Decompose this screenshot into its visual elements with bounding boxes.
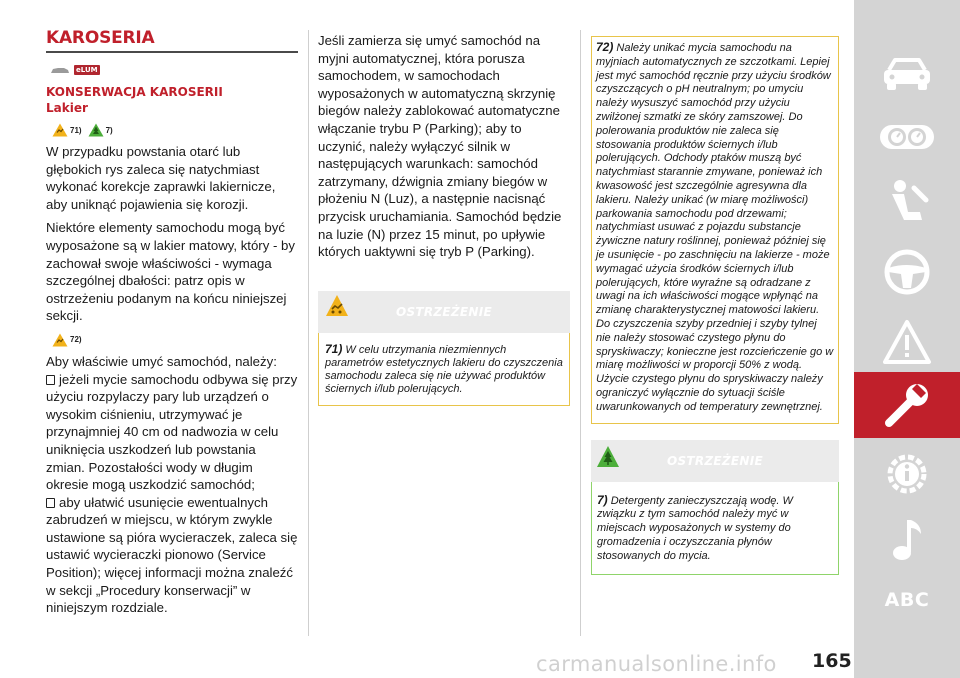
section-title: KAROSERIA (46, 28, 298, 53)
list-item (46, 494, 298, 617)
paragraph-car-wash: Jeśli zamierza się umyć samochód na myjni automatycznej, która porusza samochodem, w samochodach wyposażonych w automatyczną skrzynię biegów należy zablokować automatyczne włączanie trybu P (Parking); aby to uczynić, należy wyłączyć silnik w następujących warunkach: samochód zatrzymany, dźwignia zmiany biegów w płożeniu N (Luz), a następnie nacisnąć przycisk uruchamiania. Samochód będzie na luzie (N) przez 15 minut, po upływie których uaktywni się tryb P (Parking). (318, 33, 562, 260)
index-abc-label: ABC (884, 589, 930, 611)
bullet-2-text: aby ułatwić usunięcie ewentualnych zabrudzeń w miejscu, w którym zwykle ustawione są pióra wycieraczek, zaleca się ustawić wycieraczki pionowo (Service Position); więcej informacji można znaleźć w sekcji „Procedury konserwacji” w niniejszym rozdziale. (46, 494, 298, 616)
subsection-subtitle: Lakier (46, 101, 88, 115)
info-gear-icon (883, 450, 931, 498)
column-divider (308, 30, 309, 636)
elum-indicator (46, 61, 298, 79)
sidebar-item-dashboard[interactable] (854, 108, 960, 164)
chapter-sidebar (854, 0, 960, 678)
environment-triangle-icon (596, 445, 620, 469)
warning-triangle-icon (52, 333, 68, 347)
environment-ref-label: 7) (105, 125, 113, 135)
elum-badge: eLUM (76, 66, 98, 74)
reference-icons-row (46, 121, 298, 139)
environment-triangle-icon (88, 123, 104, 137)
environment-warning-title: OSTRZEŻENIE (666, 453, 764, 468)
bullet-1-text: jeżeli mycie samochodu odbywa się przy użyciu rozpylaczy pary lub urządzeń o wysokim ciśnieniu, utrzymywać je przynajmniej 40 cm od nadwozia w celu uniknięcia uszkodzeń lub powstania zmian. Pozostałości wody w długim okresie mogą uszkodzić samochód; (46, 371, 298, 493)
warning-text: W celu utrzymania niezmiennych parametrów estetycznych lakieru do czyszczenia samochodu zaleca się nie używać produktów ściernych i/lub polerujących. (325, 343, 563, 396)
column-divider (580, 30, 581, 636)
warning-ref-2-label: 72) (70, 335, 82, 345)
environment-warning-text: Detergenty zanieczyszczają wodę. W związku z tym samochód należy myć w miejscach wyposażonych w systemy do gromadzenia i oczyszczania płynów stosowanych do mycia. (597, 494, 793, 562)
note-text: Należy unikać mycia samochodu na myjniach automatycznych ze szczotkami. Lepiej jest myć samochód ręcznie przy użyciu środków czyszczących o pH neutralnym; po umyciu należy wysuszyć samochód przy użyciu zwilżonej szmatki ze skóry zamszowej. Do polerowania produktów nie zaleca się stosowania produktów ściernych i/lub polerujących. Odchody ptaków muszą być natychmiast starannie zmywane, ponieważ ich kwasowość jest szczególnie agresywna dla lakieru. Należy unikać (w miarę możliwości) parkowania samochodu pod drzewami; natychmiast usuwać z pojazdu substancje żywiczne natury roślinnej, ponieważ później się je usunięcie - po zaschnięciu na lakierze - może wymagać użycia środków ściernych i/lub polerujących, które wyraźne są odradzane z uwagi na ich właściwości mogące wpłynąć na zmianę charakterystycznej matowości lakieru. Do czyszczenia szyby przedniej i szyby tylnej nie należy stosować czystego płynu do spryskiwaczy; konieczne jest rozcieńczenie go w miarę możliwości w proporcji 50% z wodą. Użycie czystego płynu do spryskiwaczy należy ograniczyć wyłącznie do sytuacji ściśle uwarunkowanych od temperatury zewnętrznej. (596, 42, 834, 413)
checkbox-bullet-icon (46, 498, 55, 508)
watermark: carmanualsonline.info (536, 652, 777, 676)
environment-ref-number: 7) (597, 492, 608, 507)
checkbox-bullet-icon (46, 375, 55, 385)
warning-title: OSTRZEŻENIE (395, 304, 493, 319)
paragraph-2: Niektóre elementy samochodu mogą być wyposażone są w lakier matowy, który - by zachował swoje właściwości - wymaga szczególnej dbałości: patrz opis w ostrzeżeniu podanym na końcu niniejszej sekcji. (46, 220, 295, 324)
column-1 (46, 28, 298, 617)
warning-header (318, 291, 570, 333)
warning-triangle-icon (882, 319, 932, 365)
sidebar-item-car[interactable] (854, 44, 960, 104)
warning-triangle-icon (325, 294, 349, 318)
warning-triangle-icon (52, 123, 68, 137)
music-note-icon (887, 516, 927, 564)
warning-ref-number: 71) (325, 341, 343, 356)
warning-ref (52, 123, 82, 137)
car-silhouette-icon (50, 66, 70, 74)
sidebar-item-maintenance[interactable] (854, 372, 960, 438)
sidebar-item-steering[interactable] (854, 240, 960, 304)
sidebar-item-index[interactable] (854, 582, 960, 618)
environment-ref (88, 123, 113, 137)
note-ref-number: 72) (596, 40, 614, 54)
subsection-title: KONSERWACJA KAROSERII (46, 85, 223, 99)
steering-wheel-icon (883, 248, 931, 296)
seat-safety-icon (884, 178, 930, 228)
page-number: 165 (812, 650, 852, 672)
wrench-icon (881, 379, 933, 431)
reference-icons-row-2 (46, 331, 298, 349)
warning-body (318, 333, 570, 406)
sidebar-item-safety[interactable] (854, 172, 960, 234)
paragraph-1: W przypadku powstania otarć lub głębokich rys zaleca się natychmiast wykonać korekcje zaprawki lakiernicze, aby uniknąć pojawienia się korozji. (46, 144, 276, 212)
environment-warning-header (591, 440, 839, 482)
column-2 (318, 32, 570, 406)
sidebar-item-multimedia[interactable] (854, 508, 960, 572)
dashboard-icon (878, 119, 936, 153)
warning-ref-2 (52, 333, 82, 347)
list-item (46, 371, 298, 494)
sidebar-item-warning[interactable] (854, 310, 960, 374)
note-box-72 (591, 36, 839, 424)
warning-ref-label: 71) (70, 125, 82, 135)
paragraph-3: Aby właściwie umyć samochód, należy: (46, 353, 277, 369)
column-3 (591, 36, 839, 575)
environment-warning-body (591, 482, 839, 575)
car-icon (881, 56, 933, 92)
sidebar-item-info[interactable] (854, 442, 960, 506)
